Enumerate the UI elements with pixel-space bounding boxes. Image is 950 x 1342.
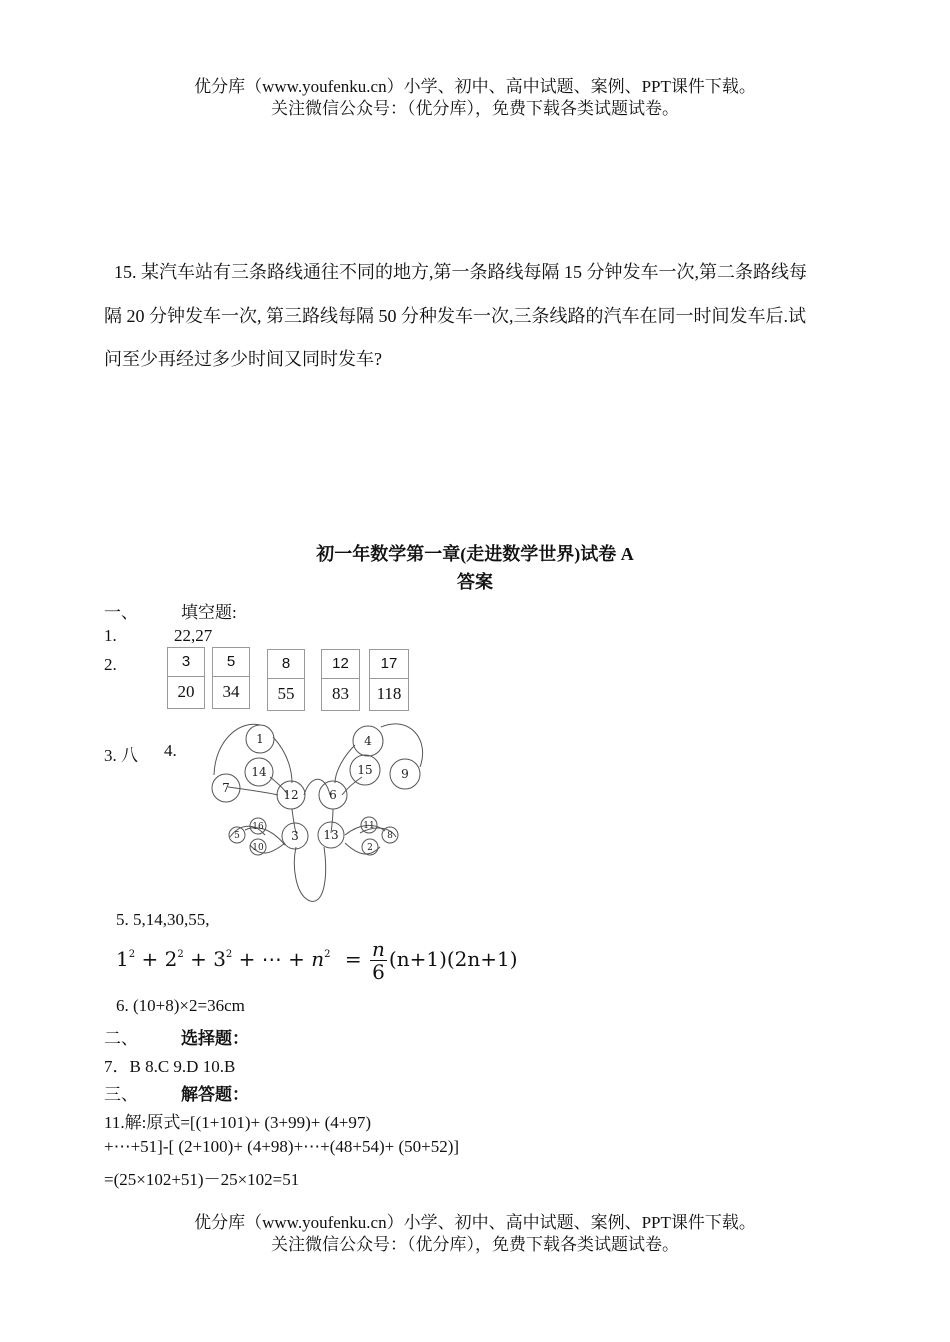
formula-exponent: 2 [324, 949, 331, 960]
graph-node [245, 758, 273, 786]
formula-ellipsis: ⋯ [261, 947, 282, 971]
answer-3-text: 3. 八 [104, 746, 138, 765]
graph-node-label: 4 [364, 734, 372, 748]
graph-node-label: 16 [252, 822, 264, 832]
graph-node-label: 13 [323, 828, 339, 842]
graph-node [319, 781, 347, 809]
formula-term: 3 [213, 947, 226, 971]
formula-term: 1 [116, 947, 129, 971]
answer-11-line-2: +⋯+51]-[ (2+100)+ (4+98)+⋯+(48+54)+ (50+52)] [104, 1137, 460, 1156]
formula-numerator: n [372, 937, 385, 961]
formula-plus: + [190, 947, 207, 971]
answer-11-line-1: 11.解:原式=[(1+101)+ (3+99)+ (4+97) [104, 1113, 371, 1132]
graph-edge [273, 737, 292, 783]
graph-node-label: 5 [234, 831, 240, 841]
answer-subtitle: 答案 [457, 572, 493, 592]
q15-line-1: 15. 某汽车站有三条路线通往不同的地方,第一条路线每隔 15 分钟发车一次,第二条路线每 [114, 262, 807, 282]
formula-plus: + [238, 947, 256, 971]
formula-exponent: 2 [128, 949, 136, 960]
footer-line-1: 优分库（www.youfenku.cn）小学、初中、高中试题、案例、PPT课件下载。 [194, 1213, 756, 1232]
number-graph-diagram [200, 715, 440, 905]
answer-7-10-text: 7．B 8.C 9.D 10.B [104, 1057, 236, 1076]
section-3-number: 三、 [104, 1085, 138, 1104]
formula-equals: = [344, 947, 362, 971]
formula-term: 2 [164, 947, 178, 971]
graph-node-label: 11 [363, 821, 375, 831]
section-1-title: 填空题: [181, 603, 237, 622]
graph-node-label: 10 [252, 843, 264, 853]
graph-node-label: 6 [329, 788, 337, 802]
header-line-2: 关注微信公众号：（优分库），免费下载各类试题试卷。 [271, 99, 679, 118]
graph-node-label: 9 [401, 767, 409, 781]
number-box [167, 647, 205, 709]
number-box-top: 17 [370, 650, 408, 679]
graph-node-label: 2 [367, 843, 373, 853]
number-box-bottom: 118 [376, 684, 402, 703]
graph-node-label: 15 [357, 763, 373, 777]
number-box-bottom: 83 [332, 684, 349, 703]
answer-6-text: 6. (10+8)×2=36cm [116, 996, 245, 1015]
formula-plus: + [141, 947, 159, 971]
graph-node-label: 3 [291, 829, 299, 843]
number-box [267, 649, 305, 711]
graph-node [390, 759, 420, 789]
formula-term: n [311, 947, 325, 971]
graph-edge [304, 779, 330, 795]
formula-exponent: 2 [225, 949, 233, 960]
answer-4-number: 4. [164, 741, 177, 760]
answer-1-number: 1. [104, 626, 117, 645]
answer-11-line-3: =(25×102+51)－25×102=51 [104, 1170, 300, 1189]
formula-plus: + [288, 947, 305, 971]
graph-node [362, 839, 378, 855]
graph-node [246, 725, 274, 753]
answer-2-number: 2. [104, 655, 117, 674]
footer-line-2: 关注微信公众号：（优分库），免费下载各类试题试卷。 [271, 1235, 679, 1254]
graph-node-label: 14 [251, 765, 267, 779]
graph-node [353, 726, 383, 756]
number-box [321, 649, 360, 711]
graph-node-label: 8 [387, 831, 393, 841]
section-3-title: 解答题： [181, 1085, 249, 1104]
graph-node [250, 818, 266, 834]
graph-node [250, 839, 266, 855]
formula-denominator: 6 [372, 960, 385, 984]
graph-node-label: 7 [222, 781, 230, 795]
number-box-top: 5 [213, 648, 249, 677]
header-line-1: 优分库（www.youfenku.cn）小学、初中、高中试题、案例、PPT课件下载。 [194, 77, 756, 96]
answer-1-text: 22,27 [174, 626, 213, 645]
formula-rhs: (n+1)(2n+1) [388, 947, 518, 971]
sum-of-squares-formula [116, 938, 518, 983]
number-box-top: 8 [268, 650, 304, 679]
number-box-bottom: 55 [277, 684, 295, 703]
q15-line-3: 问至少再经过多少时间又同时发车? [104, 349, 382, 369]
section-1-number: 一、 [104, 603, 138, 622]
graph-edge [381, 724, 423, 767]
graph-edge [228, 787, 278, 795]
number-box [212, 647, 250, 709]
graph-node [382, 827, 398, 843]
graph-node [318, 822, 344, 848]
graph-node [277, 781, 305, 809]
graph-node [361, 817, 377, 833]
graph-node-label: 1 [256, 732, 264, 746]
number-box-bottom: 20 [177, 682, 195, 701]
formula-exponent: 2 [177, 949, 184, 960]
number-box-top: 3 [168, 648, 204, 677]
graph-edge [294, 847, 325, 901]
answer-title: 初一年数学第一章(走进数学世界)试卷 A [316, 544, 634, 564]
q15-line-2: 隔 20 分钟发车一次, 第三路线每隔 50 分种发车一次,三条线路的汽车在同一时间发车后.试 [104, 306, 806, 326]
answer-5-text: 5. 5,14,30,55, [116, 910, 210, 929]
graph-node [350, 755, 380, 785]
number-box [369, 649, 409, 711]
number-box-bottom: 34 [222, 682, 240, 701]
section-2-number: 二、 [104, 1029, 138, 1048]
number-box-top: 12 [322, 650, 359, 679]
graph-edge [342, 777, 362, 795]
graph-node-label: 12 [283, 788, 299, 802]
section-2-title: 选择题： [181, 1029, 249, 1048]
formula-fraction [370, 938, 387, 983]
